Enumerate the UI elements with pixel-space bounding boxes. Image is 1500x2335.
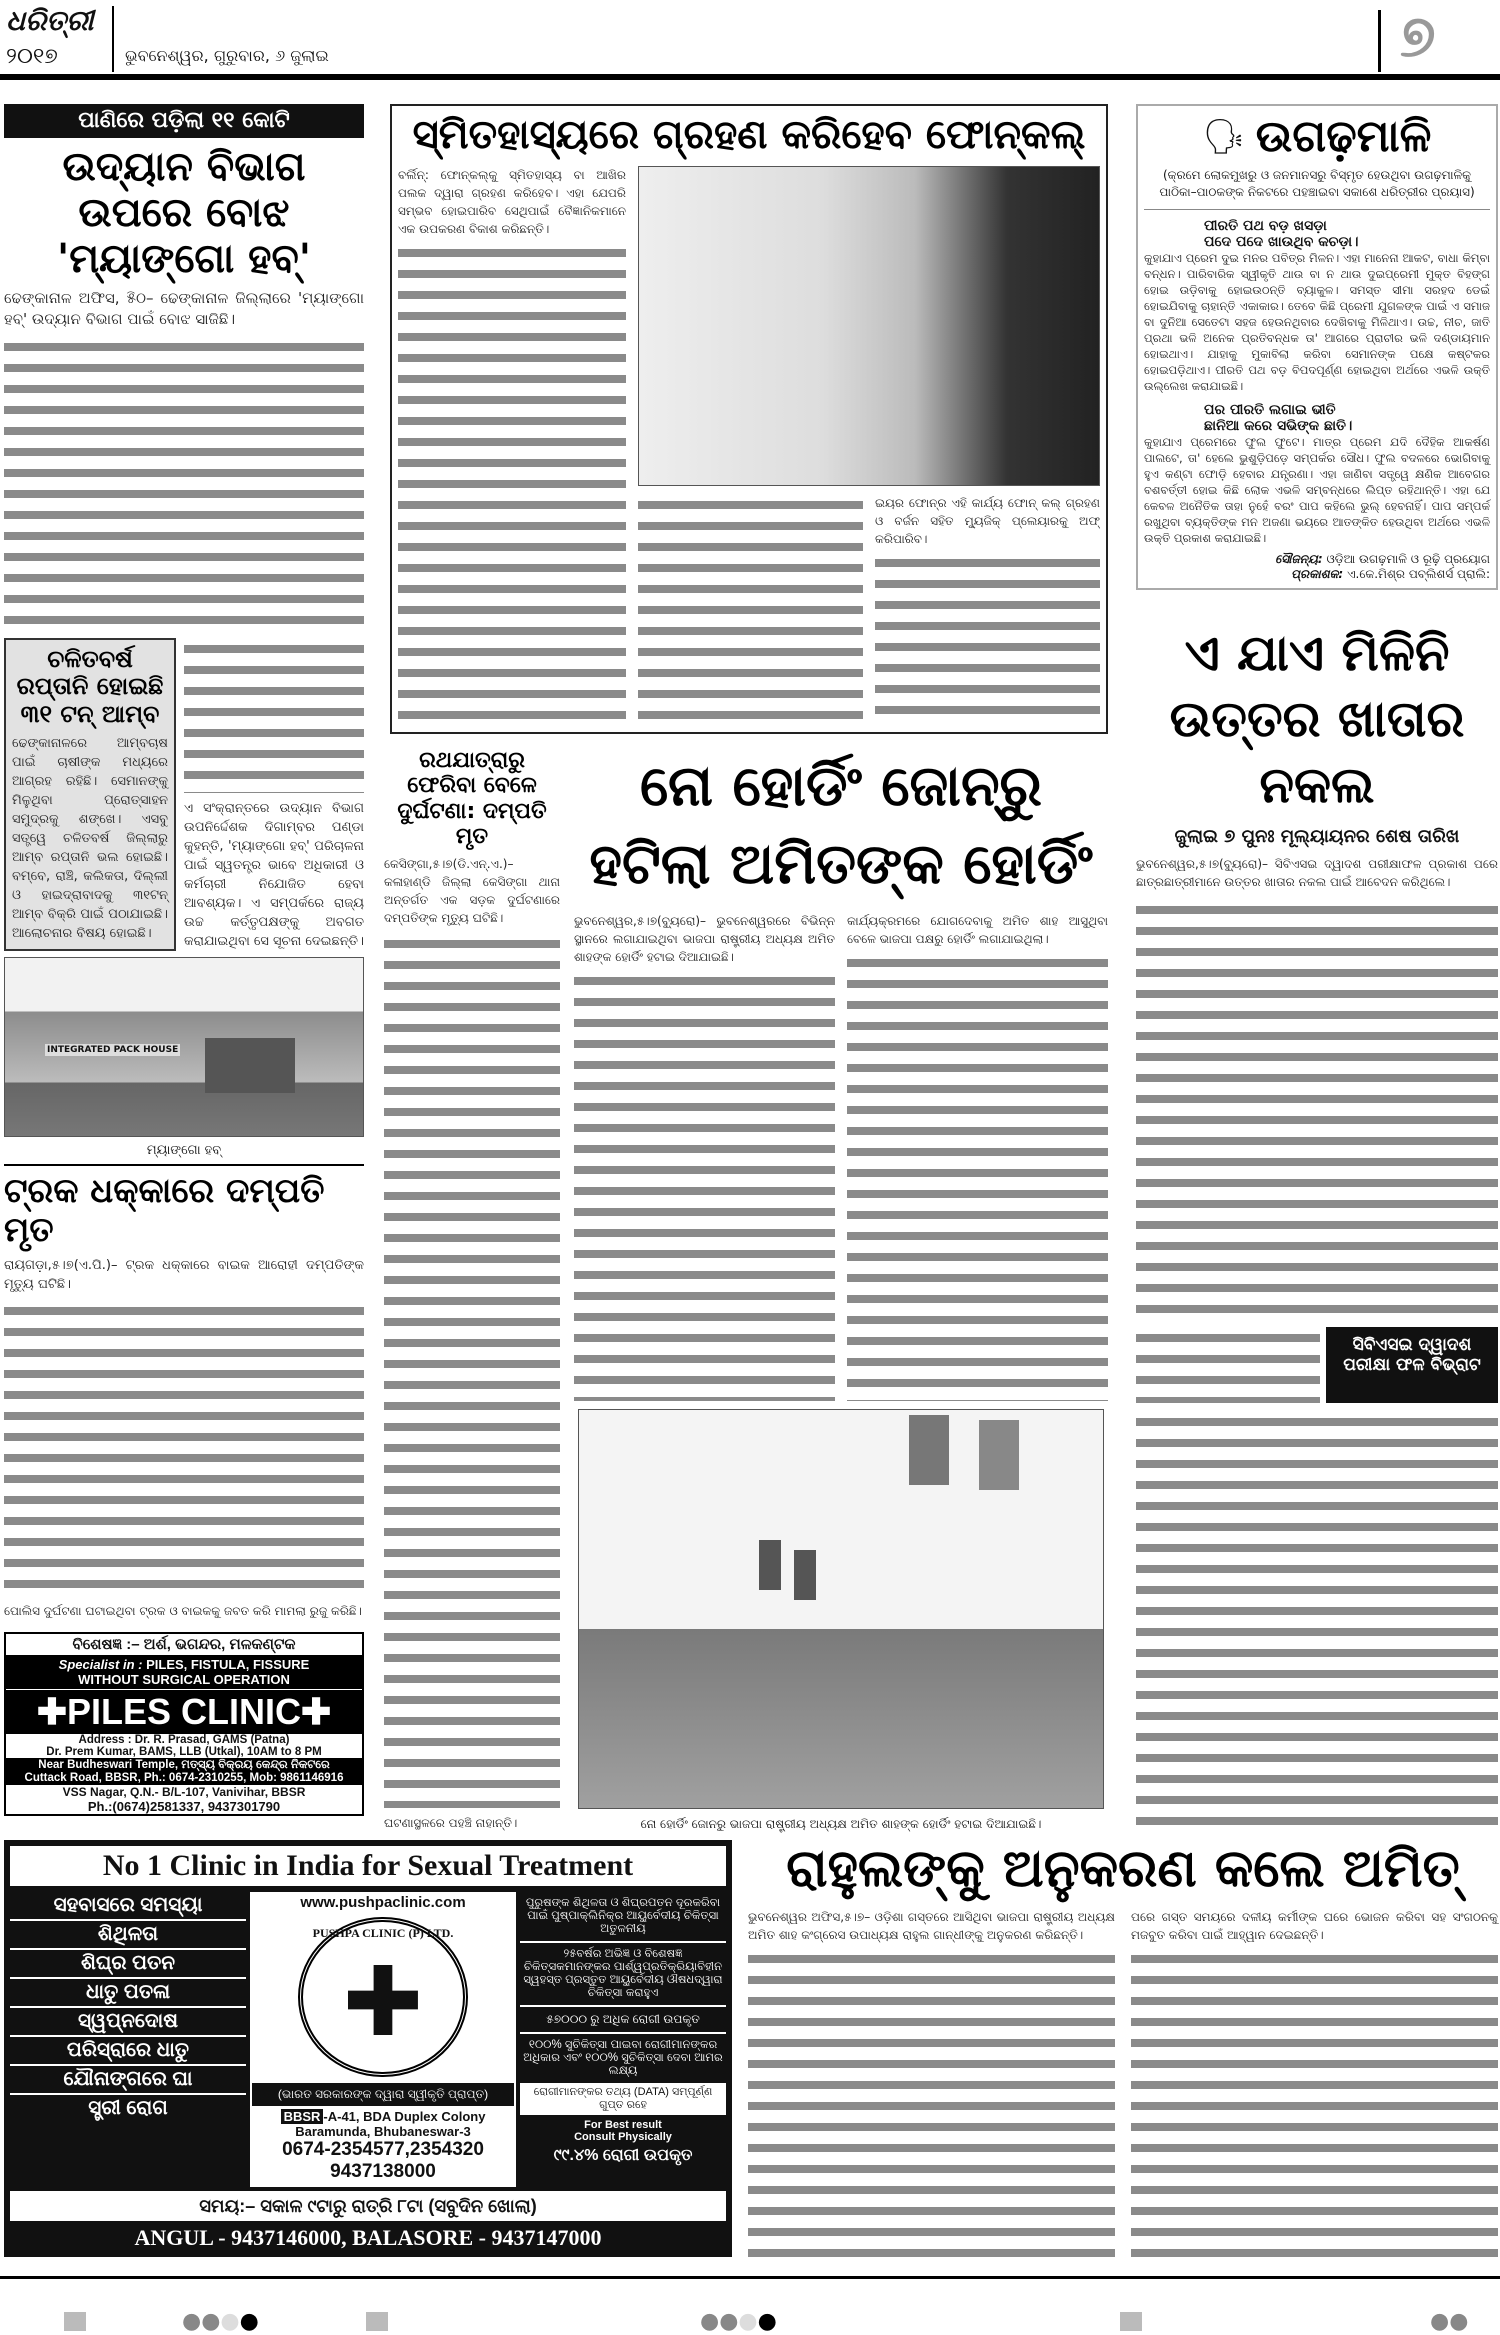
sidebox-body: ଢେଙ୍କାନାଳରେ ଆମ୍ବଚାଷ ପାଇଁ ଚାଷୀଙ୍କ ମଧ୍ୟରେ ଆଗ୍ରହ ରହିଛି। ସେମାନଙ୍କୁ ମିଳୁଥିବା ପ୍ରୋତ୍ସାହନ ସମୁଦ୍ରକୁ ଶଙ୍ଖେ। ଏସବୁ ସତ୍ତ୍ୱେ ଚଳିତବର୍ଷ ଜିଲ୍ଲାରୁ ଆମ୍ବ ରପ୍ତାନି ଭଲ ହୋଇଛି। ବମ୍ବେ, ରାଞ୍ଚି, କଲିକତା, ଦିଲ୍ଲୀ ଓ ହାଇଦ୍ରାବାଦକୁ ୩୧ଟନ୍ ଆମ୍ବ ବିକ୍ରି ପାଇଁ ପଠାଯାଇଛି। ଆଲୋଚନାର ବିଷୟ ହୋଇଛି। [12,736,168,942]
rath-body-lines [384,933,560,1808]
ad-claim: ୨୫ବର୍ଷର ଅଭିଜ୍ଞ ଓ ବିଶେଷଜ୍ଞ ଚିକିତ୍ସକମାନଙ୍କର ପାର୍ଶ୍ୱପ୍ରତିକ୍ରିୟାବିହୀନ ସ୍ୱହସ୍ତ ପ୍ରସ୍ତୁତ ଆୟୁର୍ବେଦୀୟ ଔଷଧଦ୍ୱାରା ଚିକିତ୍ସା କରାହୁଏ [520,1943,726,2007]
proverbs-intro: (କ୍ରମେ ଲୋକମୁଖରୁ ଓ ଜନମାନସରୁ ବିସ୍ମୃତ ହେଉଥିବା ଉଗଢ଼ମାଳିକୁ ପାଠିକା–ପାଠକଙ୍କ ନିକଟରେ ପହଞ୍ଚାଇବା ସକାଶେ ଧରିତ୍ରୀର ପ୍ରୟାସ) [1159,167,1475,199]
exam-body-lines [1136,1327,1320,1403]
rath-body: କେସିଙ୍ଗା,୫।୭(ଡି.ଏନ୍.ଏ.)– କଳାହାଣ୍ଡି ଜିଲ୍ଲା କେସିଙ୍ଗା ଥାନା ଅନ୍ତର୍ଗତ ଏକ ସଡ଼କ ଦୁର୍ଘଟଣାରେ ଦମ୍ପତିଙ୍କ ମୃତ୍ୟୁ ଘଟିଛି। [384,857,560,926]
piles-branch-2: Ph.:(0674)2581337, 9437301790 [87,1799,281,1814]
ad-title: No 1 Clinic in India for Sexual Treatment [10,1846,726,1886]
ad-right-list [520,1892,726,2187]
truck-body: ରାୟଗଡ଼ା,୫।୭(ଏ.ପି.)– ଟ୍ରକ ଧକ୍କାରେ ବାଇକ ଆରୋହୀ ଦମ୍ପତିଙ୍କ ମୃତ୍ୟୁ ଘଟିଛି। [4,1258,364,1293]
logo-text: PUSHPA CLINIC (P) LTD. [312,1926,454,1940]
mango-headline: ଉଦ୍ୟାନ ବିଭାଗ ଉପରେ ବୋଝ 'ମ୍ୟାଙ୍ଗୋ ହବ୍' [56,144,312,282]
truck-shape [205,1038,295,1093]
phone-body-2: ଇୟର ଫୋନ୍‌ର ଏହି କାର୍ଯ୍ୟ ଫୋନ୍ କଲ୍ ଗ୍ରହଣ ଓ ବର୍ଜନ ସହିତ ମ୍ୟୁଜିକ୍ ପ୍ଲେୟାରକୁ ଅଫ୍ କରିପାରିବ। [875,496,1100,546]
exam-body-lines [1136,899,1498,1320]
phone-col-2 [638,166,1100,726]
rath-tail: ଘଟଣାସ୍ଥଳରେ ପହଞ୍ଚି ନାହାନ୍ତି। [384,1816,518,1830]
piles-location-or: ମତ୍ସ୍ୟ ବିକ୍ରୟ କେନ୍ଦ୍ର ନିକଟରେ [181,1759,330,1771]
ad-item: ଧାତୁ ପତଳା [10,1979,246,2008]
right-column [1136,104,1498,1832]
phone-article-box [390,104,1108,734]
proverbs-title: ଉଗଢ଼ମାଳି [1255,111,1432,162]
ad-claim: ପୁରୁଷଙ୍କ ଶିଥିଳତା ଓ ଶିଘ୍ରପତନ ଦୂରକରିବା ପାଇଁ ପୁଷ୍ପାକ୍ଲିନିକ୍‌ର ଆୟୁର୍ବେଦୀୟ ଚିକିତ୍ସା ଅତୁଳନୀୟ [520,1892,726,1943]
hoarding-body-lines [847,952,1108,1401]
proverb-explanation: କୁହାଯାଏ ପ୍ରେମ ଦୁଇ ମନର ପବିତ୍ର ମିଳନ। ଏହା ମାନେନା ଆକଟ, ବାଧା କିମ୍ବା ବନ୍ଧନ। ପାରିବାରିକ ସ୍ୱୀକୃତି ଥାଉ ବା ନ ଥାଉ ଦୁଇପ୍ରେମୀ ମୁକ୍ତ ବିହଙ୍ଗ ହୋଇ ଉଡ଼ିବାକୁ ହୋଇଉଠନ୍ତି ବ୍ୟାକୁଳ। ସମସ୍ତ ସୀମା ସରହଦ ଡେଇଁ ହୋଇଯିବାକୁ ଚାହାନ୍ତି ଏକାକାର। ତେବେ କିଛି ପ୍ରେମୀ ଯୁଗଳଙ୍କ ପାଇଁ ଏ ସମାଜ ବା ଦୁନିଆ ସେତେଟା ସହଜ ହେଉନଥିବାର ଦେଖିବାକୁ ମିଳିଥାଏ। ଉଚ୍ଚ, ନୀଚ, ଜାତି ପ୍ରଥା ଭଳି ଅନେକ ପ୍ରତିବନ୍ଧକ ତା' ଆଗରେ ପ୍ରାଚୀର ଭଳି ଦଣ୍ଡାୟମାନ ହୋଇଥାଏ। ଯାହାକୁ ମୁକାବିଲା କରିବା ସେମାନଙ୍କ ପକ୍ଷେ କଷ୍ଟକର ହୋଇପଡ଼ିଥାଏ। ପୀରତି ପଥ ବଡ଼ ବିପଦପୂର୍ଣ୍ଣ ହୋଇଥିବା ଅର୍ଥରେ ଏଭଳି ଉକ୍ତି ଉଲ୍ଲେଖ କରାଯାଇଛି। [1144,250,1490,393]
phone-headline: ସ୍ମିତହାସ୍ୟରେ ଗ୍ରହଣ କରିହେବ ଫୋନ୍‌କଲ୍ [412,112,1086,158]
sidebox-headline: ଚଳିତବର୍ଷ ରପ୍ତାନି ହୋଇଛି ୩୧ ଟନ୍ ଆମ୍ବ [16,644,164,728]
mango-sidebox [4,638,176,952]
proverb-line: ପଦେ ପଦେ ଖାଉଥିବ କଚଡ଼ା। [1204,233,1359,250]
rath-headline: ରଥଯାତ୍ରାରୁ ଫେରିବା ବେଳେ ଦୁର୍ଘଟଣା: ଦମ୍ପତି ମୃତ [397,748,547,849]
registration-mark: ●● [1430,2309,1469,2334]
registration-mark: ●●●● [700,2309,777,2334]
ad-consult-1: For Best result [584,2119,662,2131]
year: ୨୦୧୭ [6,44,58,69]
woman-phone-photo [638,166,1100,486]
rath-column [384,748,560,1832]
divider [4,1164,364,1166]
phone-row [398,166,1100,726]
hoarding-headline: ନୋ ହୋର୍ଡିଂ ଜୋନ୍‌ରୁ ହଟିଲା ଅମିତଙ୍କ ହୋର୍ଡିଂ [589,754,1093,897]
mango-cont-column [184,638,364,952]
divider [112,6,114,72]
rahul-body-lines [748,1948,1115,2260]
registration-mark: ●●●● [182,2309,259,2334]
rahul-text-row [748,1908,1498,2260]
header-rule [0,74,1500,80]
ad-item: ସହବାସରେ ସମସ୍ୟା [10,1892,246,1921]
mango-row [4,638,364,952]
bbsr-label: BBSR [281,2109,324,2124]
ad-claim: ୧୦୦% ସୁଚିକିତ୍ସା ପାଇବା ରୋଗୀମାନଙ୍କର ଅଧିକାର ଏବଂ ୧୦୦% ସୁଚିକିତ୍ସା ଦେବା ଆମର ଲକ୍ଷ୍ୟ [523,2039,723,2077]
proverbs-box [1136,104,1498,590]
hoarding-body-2: କାର୍ଯ୍ୟକ୍ରମରେ ଯୋଗଦେବାକୁ ଅମିତ ଶାହ ଆସୁଥିବା ବେଳେ ଭାଜପା ପକ୍ଷରୁ ହୋର୍ଡିଂ ଲଗାଯାଇଥିଲା। [847,914,1108,946]
ad-item: ଶିଥିଳତା [10,1921,246,1950]
ad-item: ପରିସ୍ରାରେ ଧାତୁ [10,2037,246,2066]
proverb-explanation: କୁହାଯାଏ ପ୍ରେମରେ ଫୁଲ ଫୁଟେ। ମାତ୍ର ପ୍ରେମ ଯଦି ଦୈହିକ ଆକର୍ଷଣ ପାଲଟେ, ତା' ହେଲେ ଭୁଶୁଡ଼ିପଡ଼େ ସମ୍ପର୍କର ସୌଧ। ଫୁଲ ବଦଳରେ ଭୋଗିବାକୁ ହୁଏ କଣ୍ଟା ଫୋଡ଼ି ହେବାର ଯନ୍ତ୍ରଣା। ଏହା ଜାଣିବା ସତ୍ତ୍ୱେ କ୍ଷଣିକ ଆବେଗର ବଶବର୍ତ୍ତୀ ହୋଇ କିଛି ଲୋକ ଏଭଳି ସମ୍ବନ୍ଧରେ ଲିପ୍ତ ରହିଥାନ୍ତି। ଏହା ଯେ କେବଳ ଅନୈତିକ ତାହା ନୁହେଁ ବରଂ ପାପ କହିଲେ ଭୁଲ୍ ହେବନାହିଁ। ପାପ ସମ୍ପର୍କ ରଖୁଥିବା ବ୍ୟକ୍ତିଙ୍କ ମନ ଅଜଣା ଭୟରେ ଆତଙ୍କିତ ହେଉଥିବା ଅର୍ଥରେ ଏଭଳି ଉକ୍ତି ପ୍ରକାଶ କରାଯାଇଛି। [1144,434,1490,545]
proverb-line: ପର ପୀରତି ଲଗାଇ ଭୀତି [1204,401,1336,418]
piles-location-en: Near Budheswari Temple, [38,1759,179,1771]
mango-body-lines [4,336,364,632]
ad-item: ସ୍ୱପ୍ନଦୋଷ [10,2008,246,2037]
credit-label: ସୌଜନ୍ୟ: [1275,551,1323,566]
left-column [4,104,364,1816]
flag-icon [759,1540,781,1590]
rahul-body-lines [1131,1948,1498,2260]
cross-icon: ✚ [301,1691,332,1732]
middle-row [384,748,1108,1832]
hoarding-photo-caption: ନୋ ହୋର୍ଡିଂ ଜୋନରୁ ଭାଜପା ରାଷ୍ଟ୍ରୀୟ ଅଧ୍ୟକ୍ଷ ଅମିତ ଶାହଙ୍କ ହୋର୍ଡିଂ ହଟାଇ ଦିଆଯାଇଛି। [640,1817,1042,1831]
ad-phone-2: 9437138000 [330,2161,436,2182]
registration-mark [366,2312,388,2331]
cbse-box: ସିବିଏସଇ ଦ୍ୱାଦଶ ପରୀକ୍ଷା ଫଳ ବିଭ୍ରାଟ [1326,1327,1498,1403]
rahul-headline: ରାହୁଲଙ୍କୁ ଅନୁକରଣ କଲେ ଅମିତ୍ [786,1839,1460,1899]
flag-icon [979,1420,1019,1490]
proverb-line: ଛାନିଆ କରେ ସଭିଙ୍କ ଛାତି। [1204,417,1353,434]
rahul-body-2: ପରେ ଗସ୍ତ ସମୟରେ ଦଳୀୟ କର୍ମୀଙ୍କ ଘରେ ଭୋଜନ କରିବା ସହ ସଂଗଠନକୁ ମଜବୁତ କରିବା ପାଇଁ ଆହ୍ୱାନ ଦେଇଛନ୍ତି। [1131,1909,1498,1942]
pack-house-sign: INTEGRATED PACK HOUSE [47,1045,179,1056]
proverb-item [1144,218,1490,394]
mango-body-lines [184,638,364,794]
registration-mark [1120,2312,1142,2331]
proverb-line: ପୀରତି ପଥ ବଡ଼ ଖସଡ଼ା [1204,217,1327,234]
faces-icon: 🗣 [1202,117,1246,158]
phone-body-lines [638,494,863,726]
phone-lower-row [638,494,1100,726]
piles-clinic-ad [4,1632,364,1816]
hoarding-column [574,748,1108,1832]
truck-tail: ପୋଲିସ ଦୁର୍ଘଟଣା ଘଟାଇଥିବା ଟ୍ରକ ଓ ବାଇକକୁ ଜବତ କରି ମାମଲା ରୁଜୁ କରିଛି। [4,1604,362,1618]
footer-rule [0,2276,1500,2279]
exam-body: ଭୁବନେଶ୍ୱର,୫।୭(ବ୍ୟୁରୋ)– ସିବିଏସଇ ଦ୍ୱାଦଶ ପରୀକ୍ଷାଫଳ ପ୍ରକାଶ ପରେ ଛାତ୍ରଛାତ୍ରୀମାନେ ଉତ୍ତର ଖାତାର ନକଲ ପାଇଁ ଆବେଦନ କରିଥିଲେ। [1136,856,1498,889]
phone-body-lines [398,242,626,726]
publisher-label: ପ୍ରକାଶକ: [1290,566,1344,581]
pushpa-clinic-ad [4,1840,732,2257]
proverb-item [1144,402,1490,546]
exam-box-row [1136,1327,1498,1403]
mango-banner: ପାଣିରେ ପଡ଼ିଲା ୧୧ କୋଟି [4,104,364,138]
ad-phone-1: 0674-2354577,2354320 [282,2139,484,2160]
mango-body-cont: ଏ ସଂକ୍ରାନ୍ତରେ ଉଦ୍ୟାନ ବିଭାଗ ଉପନିର୍ଦ୍ଦେଶକ ଦିଗାମ୍ବର ପଣ୍ଡା କୁହନ୍ତି, 'ମ୍ୟାଙ୍ଗୋ ହବ୍' ପରିଚାଳନା ପାଇଁ ସ୍ୱତନ୍ତ୍ର ଭାବେ ଅଧିକାରୀ ଓ କର୍ମଚାରୀ ନିଯୋଜିତ ହେବା ଆବଶ୍ୟକ। ଏ ସମ୍ପର୍କରେ ରାଜ୍ୟ ଉଚ୍ଚ କର୍ତ୍ତୃପକ୍ଷଙ୍କୁ ଅବଗତ କରାଯାଇଥିବା ସେ ସୂଚନା ଦେଇଛନ୍ତି। [184,801,364,950]
ad-left-list [10,1892,246,2187]
ad-claim: ୫୭୦୦୦ ରୁ ଅଧିକ ରୋଗୀ ଉପକୃତ [520,2007,726,2034]
hoarding-body: ଭୁବନେଶ୍ୱର,୫।୭(ବ୍ୟୁରୋ)– ଭୁବନେଶ୍ୱରରେ ବିଭିନ୍ନ ସ୍ଥାନରେ ଲଗାଯାଇଥିବା ଭାଜପା ରାଷ୍ଟ୍ରୀୟ ଅଧ୍ୟକ୍ଷ ଅମିତ ଶାହଙ୍କ ହୋର୍ଡିଂ ହଟାଇ ଦିଆଯାଇଛି। [574,914,835,964]
flag-icon [909,1415,949,1485]
piles-specialist: PILES, FISTULA, FISSURE [146,1657,310,1672]
piles-branch-1: VSS Nagar, Q.N.- B/L-107, Vanivihar, BBSR [62,1785,306,1799]
truck-headline: ଟ୍ରକ ଧକ୍କାରେ ଦମ୍ପତି ମୃତ [4,1171,325,1251]
ad-address-2: Baramunda, Bhubaneswar-3 [295,2124,471,2139]
mango-hub-photo [4,957,364,1137]
clinic-logo [298,1917,468,2077]
hoarding-text-row [574,912,1108,1401]
ad-center [250,1892,516,2187]
dateline: ଭୁବନେଶ୍ୱର, ଗୁରୁବାର, ୬ ଜୁଲାଇ [125,46,329,65]
truck-body-lines [4,1300,364,1596]
piles-specialist-odia: ବିଶେଷଜ୍ଞ :– ଅର୍ଶ, ଭଗନ୍ଦର, ମଳକଣ୍ଟକ [72,1636,296,1653]
piles-clinic-name: PILES CLINIC [66,1691,302,1732]
phone-body-lines [875,552,1100,726]
ad-success-rate: ୯୯.୪% ରୋଗୀ ଉପକୃତ [553,2147,693,2164]
ad-timing: ସମୟ:– ସକାଳ ୯ଟାରୁ ରାତ୍ରି ୮ଟା (ସବୁଦିନ ଖୋଲା) [10,2191,726,2221]
road-flags-photo [578,1409,1104,1809]
mango-body: ଢେଙ୍କାନାଳ ଅଫିସ, ୫ିଠ– ଢେଙ୍କାନାଳ ଜିଲ୍ଲାରେ 'ମ୍ୟାଙ୍ଗୋ ହବ୍' ଉଦ୍ୟାନ ବିଭାଗ ପାଇଁ ବୋଝ ସାଜିଛି। [4,289,364,328]
ad-item: ସ୍ତ୍ରୀ ରୋଗ [88,2097,168,2119]
registration-mark [64,2312,86,2331]
ad-branches: ANGUL - 9437146000, BALASORE - 9437147000 [134,2225,602,2250]
ad-item: ଯୌନାଙ୍ଗରେ ଘା [10,2066,246,2095]
mango-photo-caption: ମ୍ୟାଙ୍ଗୋ ହବ୍ [146,1143,222,1159]
publisher: ଏ.କେ.ମିଶ୍ର ପବ୍ଲିଶର୍ସ ପ୍ରାଲି: [1347,566,1490,581]
exam-headline: ଏ ଯାଏ ମିଳିନି ଉତ୍ତର ଖାତାର ନକଲ [1169,623,1465,814]
exam-subhead: ଜୁଲାଇ ୭ ପୁନଃ ମୂଲ୍ୟାୟନର ଶେଷ ତାରିଖ [1174,825,1460,847]
flag-icon [794,1550,816,1600]
piles-address-2: Dr. Prem Kumar, BAMS, LLB (Utkal), 10AM to 8 PM [46,1746,322,1758]
phone-col-1 [398,166,626,726]
credit: ଓଡ଼ିଆ ଉଗଢ଼ମାଳି ଓ ରୂଢ଼ି ପ୍ରୟୋଗ [1326,551,1490,566]
piles-address-1: Address : Dr. R. Prasad, GAMS (Patna) [78,1734,290,1746]
ad-item: ଶିଘ୍ର ପତନ [10,1950,246,1979]
cross-icon: ✚ [36,1691,67,1732]
divider [1378,10,1381,72]
hoarding-body-lines [574,970,835,1401]
ad-consult-2: Consult Physically [574,2131,672,2143]
ad-address-1: -A-41, BDA Duplex Colony [323,2109,486,2124]
piles-phone: Cuttack Road, BBSR, Ph.: 0674-2310255, Mob: 9861146916 [24,1772,344,1784]
ad-data-note: ରୋଗୀମାନଙ୍କର ତଥ୍ୟ (DATA) ସମ୍ପୂର୍ଣ୍ଣ ଗୁପ୍ତ ରହେ [520,2083,726,2115]
center-column [384,104,1108,1832]
ad-website: www.pushpaclinic.com [300,1894,466,1911]
phone-body: ବର୍ଲିନ୍: ଫୋନ୍‌କଲ୍‌କୁ ସ୍ମିତହାସ୍ୟ ବା ଆଖିର ପଲକ ଦ୍ୱାରା ଗ୍ରହଣ କରିହେବ। ଏହା ଯେପରି ସମ୍ଭବ ହୋଇପାରିବ ସେଥିପାଇଁ ବୈଜ୍ଞାନିକମାନେ ଏକ ଉପକରଣ ବିକାଶ କରିଛନ୍ତି। [398,168,626,236]
piles-without-surgery: WITHOUT SURGICAL OPERATION [78,1672,290,1687]
ad-govt-recognised: (ଭାରତ ସରକାରଙ୍କ ଦ୍ୱାରା ସ୍ୱୀକୃତି ପ୍ରାପ୍ତ) [252,2083,514,2106]
rahul-body: ଭୁବନେଶ୍ୱର ଅଫିସ,୫।୭– ଓଡ଼ିଶା ଗସ୍ତରେ ଆସିଥିବା ଭାଜପା ରାଷ୍ଟ୍ରୀୟ ଅଧ୍ୟକ୍ଷ ଅମିତ ଶାହ କଂଗ୍ରେସ ଉପାଧ୍ୟକ୍ଷ ରାହୁଲ ଗାନ୍ଧୀଙ୍କୁ ଅନୁକରଣ କରିଛନ୍ତି। [748,1909,1115,1942]
divider [1144,209,1490,210]
rahul-article [748,1840,1498,2260]
masthead: ଧରିତ୍ରୀ [6,4,94,37]
page-number: ୭ [1400,2,1436,70]
exam-body-lines [1136,1411,1498,1832]
cross-icon: ✚ [342,1949,424,2056]
piles-specialist-label: Specialist in : [58,1657,143,1672]
